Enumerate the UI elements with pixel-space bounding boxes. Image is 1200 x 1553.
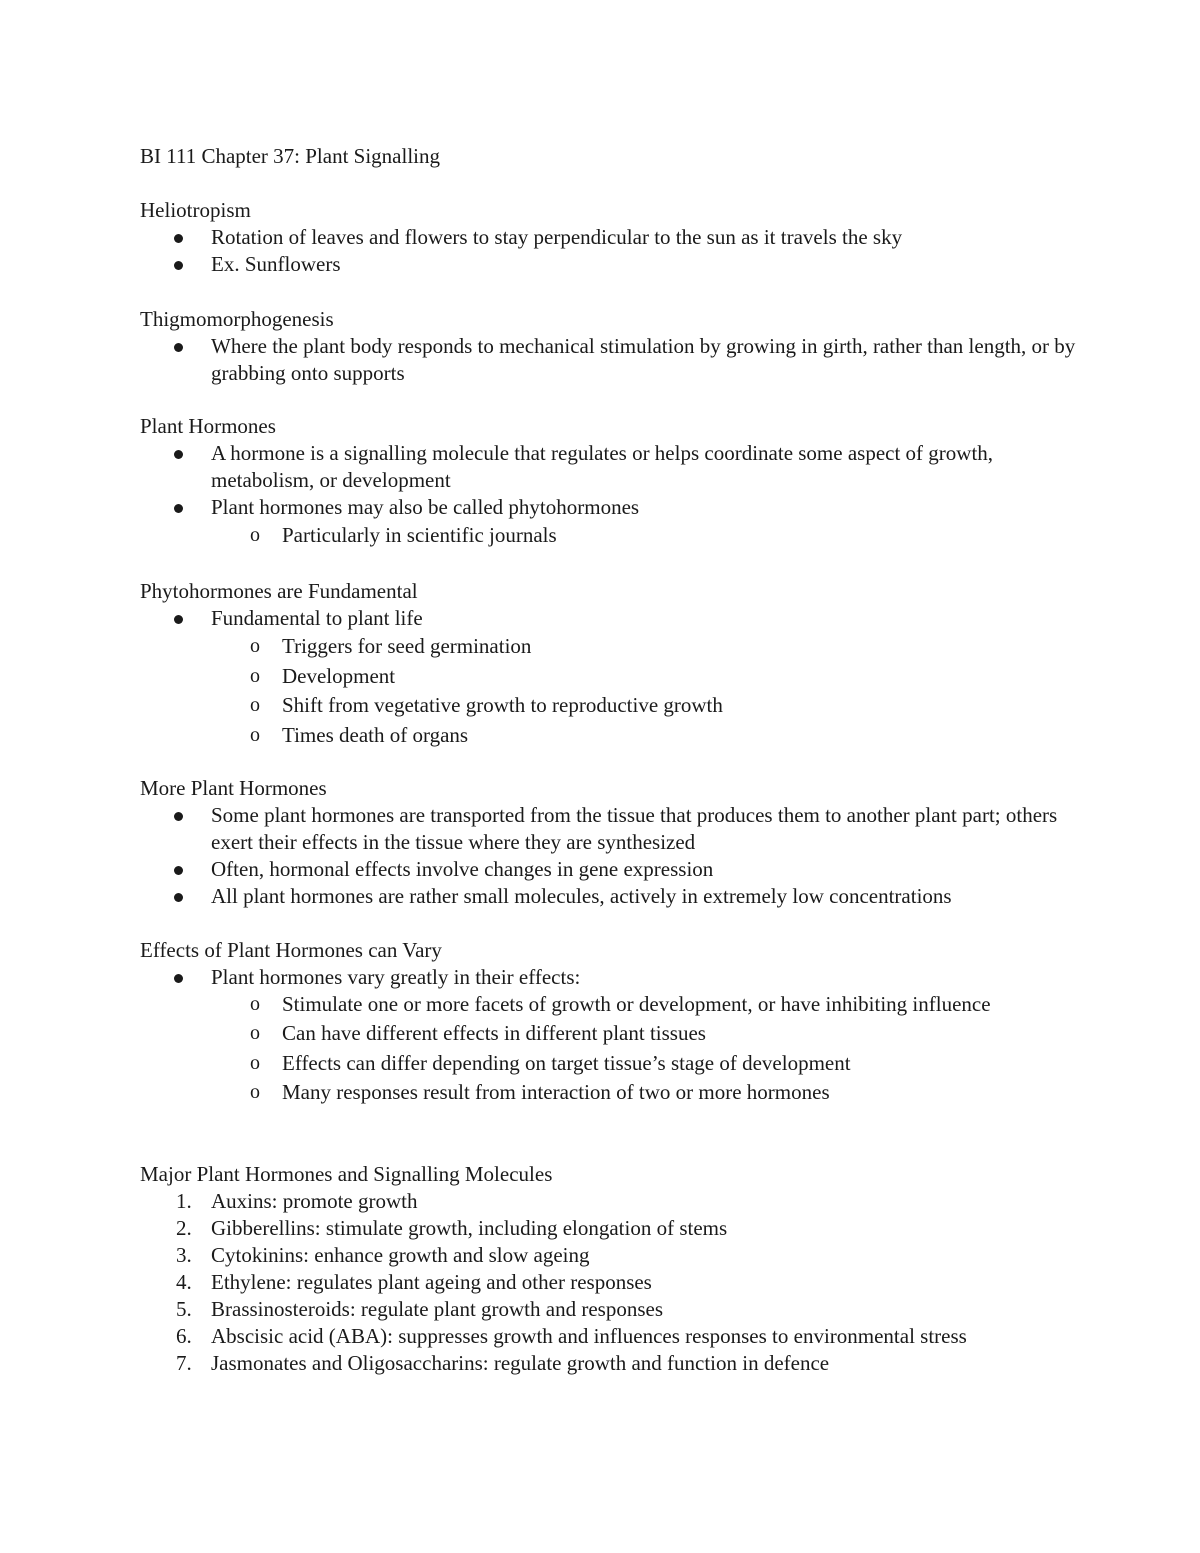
numbered-list: [140, 1188, 1080, 1377]
list-item-text: Ex. Sunflowers: [211, 252, 341, 276]
list-item-text: Where the plant body responds to mechanical stimulation by growing in girth, rather than length, or by grabbing onto supports: [211, 334, 1076, 385]
section-thigmomorphogenesis: [140, 306, 1080, 387]
bullet-icon: [174, 261, 183, 270]
numbered-item-text: Cytokinins: enhance growth and slow ageing: [211, 1243, 590, 1267]
numbered-item: [140, 1188, 1080, 1215]
item-number: 4.: [176, 1270, 192, 1294]
numbered-item-text: Abscisic acid (ABA): suppresses growth and influences responses to environmental stress: [211, 1324, 967, 1348]
list-item: [140, 856, 1080, 883]
list-item: [140, 251, 1080, 278]
sub-list-item: [140, 521, 1080, 551]
sub-list-item: [140, 691, 1080, 721]
list-item: [140, 964, 1080, 991]
list-item-text: A hormone is a signalling molecule that regulates or helps coordinate some aspect of growth, metabolism, or development: [211, 441, 994, 492]
list-item-text: Often, hormonal effects involve changes in gene expression: [211, 857, 714, 881]
numbered-item: [140, 1323, 1080, 1350]
sub-list-item-text: Development: [282, 663, 396, 688]
section-heliotropism: [140, 197, 1080, 278]
sub-list-item-text: Shift from vegetative growth to reproductive growth: [282, 693, 723, 717]
list-item-text: Fundamental to plant life: [211, 606, 423, 630]
list-item: [140, 494, 1080, 521]
numbered-item: [140, 1296, 1080, 1323]
section-plant-hormones: [140, 413, 1080, 551]
section-more-plant-hormones: [140, 775, 1080, 910]
bullet-icon: [174, 504, 183, 513]
circle-bullet-icon: o: [250, 694, 260, 716]
section-heading: Effects of Plant Hormones can Vary: [140, 938, 442, 962]
list-item-text: Plant hormones vary greatly in their effects:: [211, 965, 581, 989]
sub-list-item-text: Particularly in scientific journals: [282, 523, 557, 547]
bullet-list: [140, 802, 1080, 910]
circle-bullet-icon: o: [250, 635, 260, 657]
section-heading: Heliotropism: [140, 198, 251, 222]
list-item: [140, 605, 1080, 632]
item-number: 3.: [176, 1243, 192, 1267]
item-number: 2.: [176, 1216, 192, 1240]
circle-bullet-icon: o: [250, 993, 260, 1015]
list-item: [140, 440, 1080, 494]
bullet-icon: [174, 615, 183, 624]
sub-list-item: [140, 721, 1080, 751]
sub-list-item-text: Times death of organs: [282, 722, 469, 747]
numbered-item: [140, 1215, 1080, 1242]
sub-list-item: [140, 1019, 1080, 1049]
bullet-icon: [174, 812, 183, 821]
circle-bullet-icon: o: [250, 1051, 260, 1074]
bullet-list: [140, 605, 1080, 750]
bullet-list: [140, 440, 1080, 551]
bullet-icon: [174, 866, 183, 875]
numbered-item-text: Jasmonates and Oligosaccharins: regulate growth and function in defence: [211, 1351, 830, 1375]
list-item-text: Rotation of leaves and flowers to stay perpendicular to the sun as it travels the sky: [211, 225, 903, 249]
document-title: BI 111 Chapter 37: Plant Signalling: [140, 144, 441, 168]
section-heading: Plant Hormones: [140, 414, 276, 438]
numbered-item-text: Gibberellins: stimulate growth, including elongation of stems: [211, 1216, 728, 1240]
bullet-icon: [174, 450, 183, 459]
circle-bullet-icon: o: [250, 524, 260, 546]
bullet-icon: [174, 343, 183, 352]
item-number: 5.: [176, 1297, 192, 1321]
circle-bullet-icon: o: [250, 1022, 260, 1044]
item-number: 7.: [176, 1351, 192, 1375]
section-heading: Phytohormones are Fundamental: [140, 579, 418, 603]
sub-list-item-text: Many responses result from interaction of two or more hormones: [282, 1080, 830, 1104]
bullet-list: [140, 964, 1080, 1108]
list-item: [140, 333, 1080, 387]
list-item: [140, 802, 1080, 856]
bullet-icon: [174, 974, 183, 983]
sub-list-item: [140, 662, 1080, 692]
numbered-item: [140, 1269, 1080, 1296]
sub-list-item-text: Stimulate one or more facets of growth or development, or have inhibiting influence: [282, 992, 991, 1016]
list-item-text: All plant hormones are rather small molecules, actively in extremely low concentrations: [211, 884, 952, 908]
sub-list-item: [140, 1049, 1080, 1079]
numbered-item-text: Brassinosteroids: regulate plant growth and responses: [211, 1297, 663, 1321]
section-heading: More Plant Hormones: [140, 776, 327, 800]
sub-list-item: [140, 632, 1080, 662]
numbered-item: [140, 1350, 1080, 1377]
bullet-list: [140, 224, 1080, 278]
numbered-item-text: Auxins: promote growth: [211, 1189, 418, 1213]
section-major-hormones: [140, 1161, 1080, 1377]
sub-list-item-text: Triggers for seed germination: [282, 634, 532, 658]
bullet-list: [140, 333, 1080, 387]
numbered-item: [140, 1242, 1080, 1269]
list-item: [140, 883, 1080, 910]
list-item-text: Plant hormones may also be called phytohormones: [211, 495, 640, 519]
circle-bullet-icon: o: [250, 1081, 260, 1103]
section-heading: Thigmomorphogenesis: [140, 307, 334, 331]
list-item-text: Some plant hormones are transported from the tissue that produces them to another plant part; others exert their effects in the tissue where they are synthesized: [211, 803, 1058, 854]
section-heading: Major Plant Hormones and Signalling Molecules: [140, 1162, 553, 1186]
sub-list-item-text: Effects can differ depending on target tissue’s stage of development: [282, 1050, 851, 1075]
numbered-item-text: Ethylene: regulates plant ageing and other responses: [211, 1270, 652, 1294]
section-effects-vary: [140, 937, 1080, 1108]
circle-bullet-icon: o: [250, 664, 260, 687]
sub-list-item-text: Can have different effects in different plant tissues: [282, 1021, 706, 1045]
item-number: 1.: [176, 1189, 192, 1213]
bullet-icon: [174, 234, 183, 243]
sub-list-item: [140, 1078, 1080, 1108]
item-number: 6.: [176, 1324, 192, 1348]
section-phytohormones-fundamental: [140, 578, 1080, 750]
circle-bullet-icon: o: [250, 723, 260, 746]
sub-list-item: [140, 991, 1080, 1018]
list-item: [140, 224, 1080, 251]
bullet-icon: [174, 893, 183, 902]
